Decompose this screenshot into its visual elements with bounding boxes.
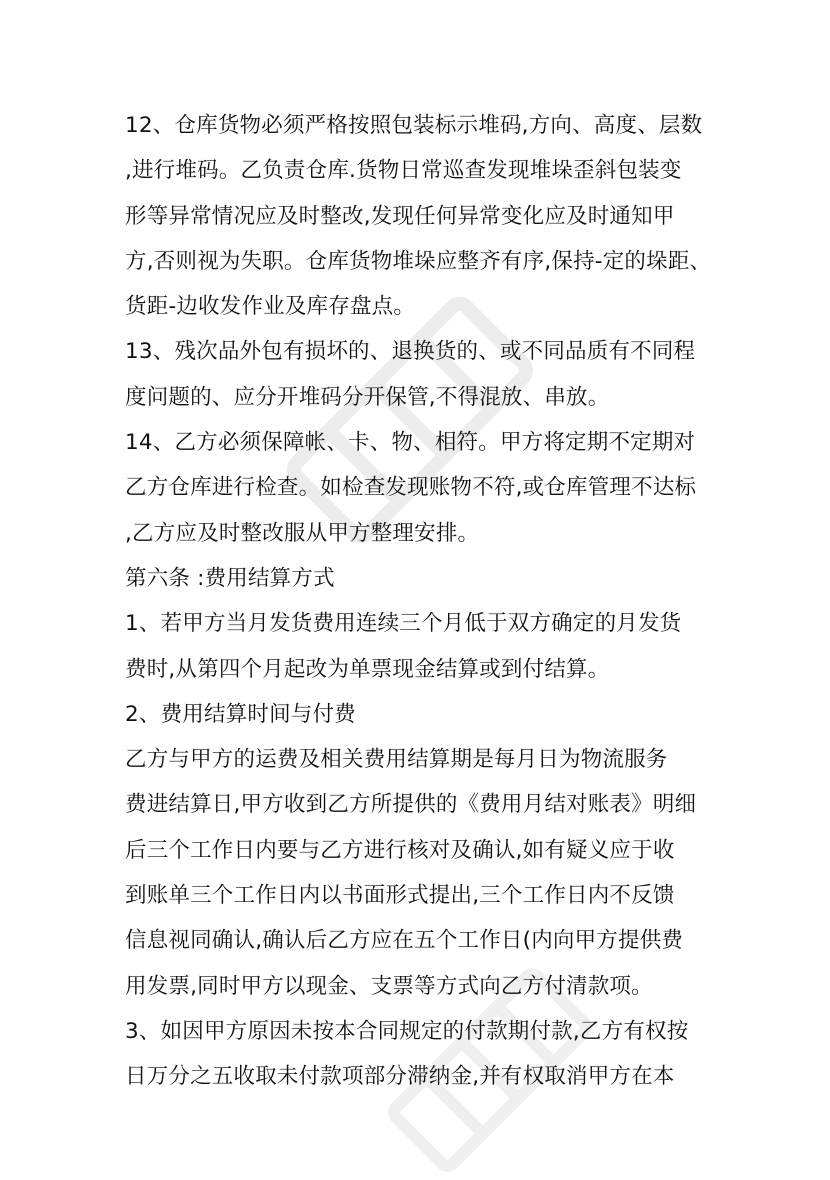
text-line: 乙方与甲方的运费及相关费用结算期是每月日为物流服务 [125, 747, 668, 773]
text-line: 2、费用结算时间与付费 [125, 701, 356, 727]
text-line: 方,否则视为失职。仓库货物堆垛应整齐有序,保持-定的垛距、 [125, 248, 712, 274]
text-line: ,进行堆码。乙负责仓库.货物日常巡查发现堆垛歪斜包装变 [125, 158, 682, 184]
text-line: 费进结算日,甲方收到乙方所提供的《费用月结对账表》明细 [125, 792, 697, 818]
text-line: 度问题的、应分开堆码分开保管,不得混放、串放。 [125, 384, 610, 410]
text-line: 后三个工作日内要与乙方进行核对及确认,如有疑义应于收 [125, 837, 675, 863]
text-line: 乙方仓库进行检查。如检查发现账物不符,或仓库管理不达标 [125, 475, 697, 501]
text-line: 形等异常情况应及时整改,发现任何异常变化应及时通知甲 [125, 203, 675, 229]
section-heading: 第六条 :费用结算方式 [125, 565, 335, 591]
text-line: 1、若甲方当月发货费用连续三个月低于双方确定的月发货 [125, 611, 682, 637]
document-body [125, 103, 710, 1100]
text-line: 13、残次品外包有损坏的、退换货的、或不同品质有不同程 [125, 339, 696, 365]
text-line: 到账单三个工作日内以书面形式提出,三个工作日内不反馈 [125, 883, 675, 909]
text-line: 费时,从第四个月起改为单票现金结算或到付结算。 [125, 656, 610, 682]
text-line: 14、乙方必须保障帐、卡、物、相符。甲方将定期不定期对 [125, 430, 696, 456]
text-line: 货距-边收发作业及库存盘点。 [125, 294, 416, 320]
text-line: ,乙方应及时整改服从甲方整理安排。 [125, 520, 480, 546]
text-line: 3、如因甲方原因未按本合同规定的付款期付款,乙方有权按 [125, 1018, 689, 1044]
text-line: 信息视同确认,确认后乙方应在五个工作日(内向甲方提供费 [125, 928, 684, 954]
text-line: 用发票,同时甲方以现金、支票等方式向乙方付清款项。 [125, 973, 653, 999]
text-line: 日万分之五收取未付款项部分滞纳金,并有权取消甲方在本 [125, 1064, 675, 1090]
text-line: 12、仓库货物必须严格按照包装标示堆码,方向、高度、层数 [125, 113, 703, 138]
